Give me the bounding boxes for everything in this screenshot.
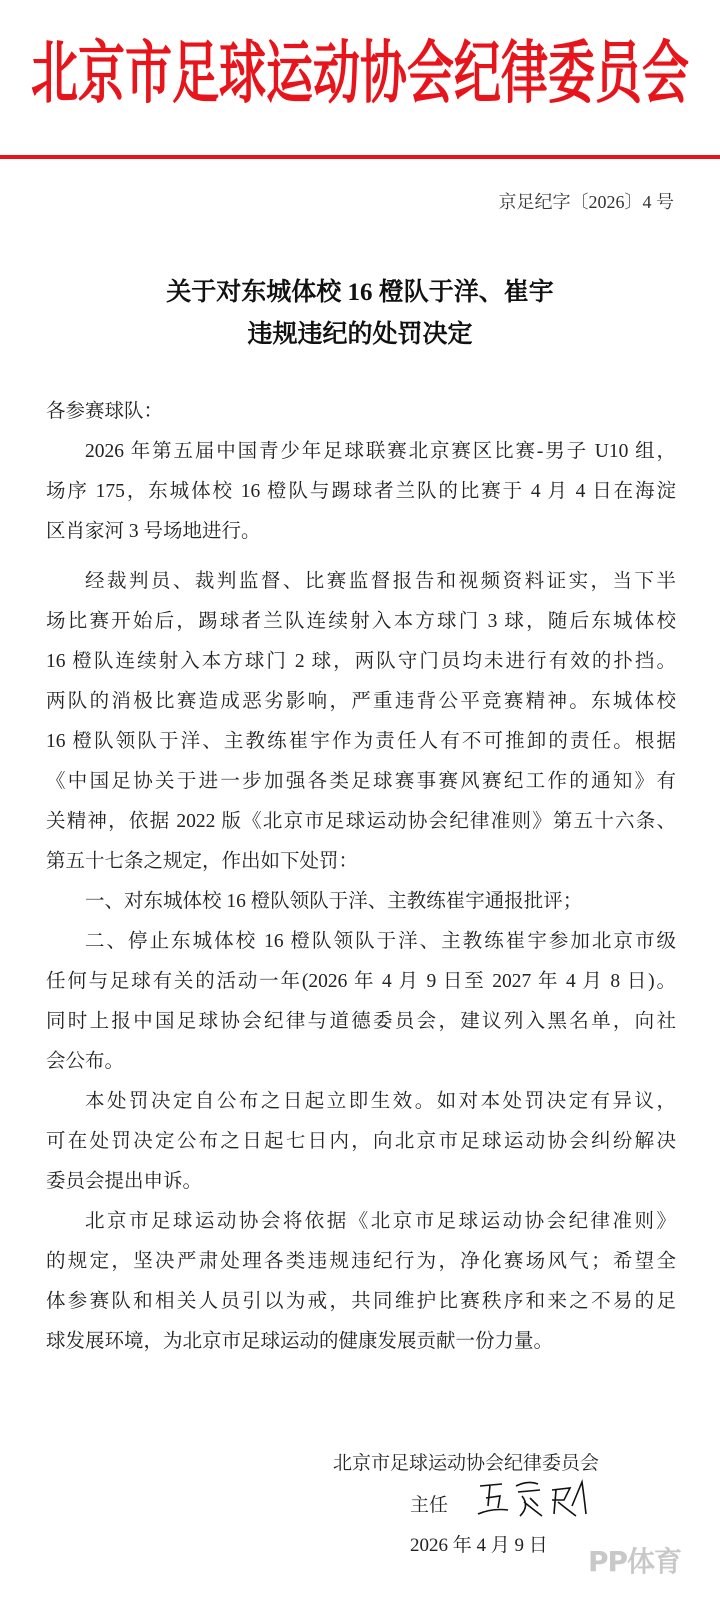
paragraph-line: 球发展环境，为北京市足球运动的健康发展贡献一份力量。 [46,1331,554,1352]
paragraph [46,1202,676,1362]
paragraph [46,1082,676,1202]
document-body [46,392,676,1362]
paragraph-line: 北京市足球运动协会将依据《北京市足球运动协会纪律准则》 [85,1211,676,1232]
paragraph-line: 场序 175，东城体校 16 橙队与踢球者兰队的比赛于 4 月 4 日在海淀 [46,481,676,502]
title-line-2: 违规违纪的处罚决定 [247,321,473,348]
paragraph [46,922,676,1082]
paragraph-line: 的规定，坚决严肃处理各类违规违纪行为，净化赛场风气；希望全 [46,1251,676,1272]
paragraph-line: 区肖家河 3 号场地进行。 [46,521,261,542]
paragraph-line: 两队的消极比赛造成恶劣影响，严重违背公平竞赛精神。东城体校 [46,691,676,712]
paragraph-line: 一、对东城体校 16 橙队领队于洋、主教练崔宇通报批评； [85,891,583,912]
letterhead-divider [0,155,720,159]
document-number: 京足纪字〔2026〕4 号 [498,192,674,212]
document-title [0,272,720,356]
signatory-title: 主任 [410,1495,449,1516]
paragraph-line: 二、停止东城体校 16 橙队领队于洋、主教练崔宇参加北京市级 [85,931,676,952]
paragraph-line: 体参赛队和相关人员引以为戒，共同维护比赛秩序和来之不易的足 [46,1291,676,1312]
paragraph-line: 经裁判员、裁判监督、比赛监督报告和视频资料证实，当下半 [85,571,676,592]
paragraph-line: 本处罚决定自公布之日起立即生效。如对本处罚决定有异议， [85,1091,676,1112]
paragraph-line: 委员会提出申诉。 [46,1171,203,1192]
title-line-1: 关于对东城体校 16 橙队于洋、崔宇 [166,279,554,306]
signature-date: 2026 年 4 月 9 日 [410,1535,548,1556]
paragraph-line: 会公布。 [46,1051,125,1072]
paragraph-line: 同时上报中国足球协会纪律与道德委员会，建议列入黑名单，向社 [46,1011,676,1032]
paragraph [46,562,676,882]
paragraph-line: 场比赛开始后，踢球者兰队连续射入本方球门 3 球，随后东城体校 [46,611,676,632]
paragraph-line: 16 橙队领队于洋、主教练崔宇作为责任人有不可推卸的责任。根据 [46,731,676,752]
paragraph-line: 第五十七条之规定，作出如下处罚： [46,851,359,872]
paragraph-line: 关精神，依据 2022 版《北京市足球运动协会纪律准则》第五十六条、 [46,811,676,832]
salutation: 各参赛球队： [46,401,164,422]
paragraph-line: 可在处罚决定公布之日起七日内，向北京市足球运动协会纠纷解决 [46,1131,676,1152]
watermark-logo: PP体育 [588,1545,682,1578]
paragraph [46,432,676,552]
paragraph-line: 《中国足协关于进一步加强各类足球赛事赛风赛纪工作的通知》有 [46,771,676,792]
paragraph-line: 任何与足球有关的活动一年(2026 年 4 月 9 日至 2027 年 4 月 8 日)。 [46,971,676,992]
paragraph-line: 16 橙队连续射入本方球门 2 球，两队守门员均未进行有效的扑挡。 [46,651,676,672]
letterhead-title: 北京市足球运动协会纪律委员会 [31,37,689,113]
signature-organization: 北京市足球运动协会纪律委员会 [333,1453,600,1474]
paragraph-line: 2026 年第五届中国青少年足球联赛北京赛区比赛-男子 U10 组， [85,441,676,462]
handwritten-signature [472,1476,592,1520]
paragraph [46,882,676,922]
